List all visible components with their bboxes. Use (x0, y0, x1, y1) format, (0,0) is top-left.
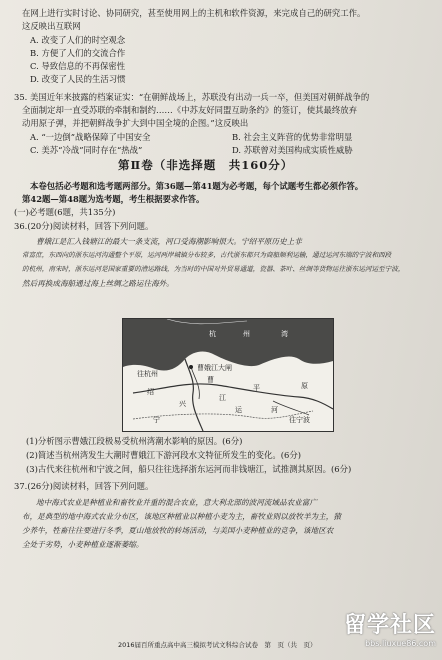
question-36: 36.(20分)阅读材料，回答下列问题。 (14, 221, 154, 231)
option-b: B. 社会主义阵营的优势非常明显 (232, 132, 353, 142)
map-label-cao: 曹 (207, 376, 214, 384)
map-label-river: 江 (219, 394, 226, 402)
text-line: 动用原子弹，并把朝鲜战争扩大到中国全境的企图。”这反映出 (22, 118, 249, 128)
material-text: 然后再换成海船通过海上丝绸之路运往海外。 (22, 279, 174, 288)
map-label-ping: 平 (253, 384, 260, 392)
material-text: 全处于劣势，小麦种植业逐渐萎缩。 (22, 540, 144, 549)
option-d: D. 苏联曾对美国构成实质性威胁 (232, 145, 353, 155)
page-footer: 2016届百所重点高中高三模拟考试文科综合试卷 第 页（共 页） (118, 641, 317, 649)
text-line: 这反映出互联网 (22, 21, 81, 31)
sub-question-1: (1)分析图示曹娥江段极易受杭州湾潮水影响的原因。(6分) (26, 436, 243, 446)
watermark-url: bbs.liuxue86.com (365, 639, 436, 648)
map-label-shao: 绍 (147, 388, 154, 396)
text-line: 全面制定却一直受苏联的牵制和制约……《中苏友好同盟互助条约》的签订，使其最终放弃 (22, 105, 357, 115)
material-text: 少养牛，牲畜往往要进行冬季，夏山地放牧的转场活动，与美国小麦种植业的竞争，该地区农 (22, 526, 334, 535)
material-text: 常富庶，东西向的浙东运河沟通整个平原，运河两岸城镇分布较多，古代浙东都只为商船顺利运输，通过运河东端的宁波和西段 (22, 251, 392, 259)
watermark (344, 608, 436, 648)
instruction: 第42题—第48题为选考题，考生根据要求作答。 (22, 194, 205, 204)
map-label-ning: 宁 (153, 416, 160, 424)
map-label-canal: 运 (235, 406, 242, 414)
sub-question-3: (3)古代来往杭州和宁波之间，船只往往选择浙东运河而非钱塘江，试推测其原因。(6分) (26, 464, 352, 474)
watermark-logo: 留学社区 (343, 613, 436, 638)
map-label-he: 河 (271, 406, 278, 414)
section-title: 第Ⅱ卷（非选择题 共160分） (118, 158, 294, 172)
map-figure (122, 318, 334, 432)
sub-question-2: (2)简述当杭州湾发生大潮时曹娥江下游河段水文特征所发生的变化。(6分) (26, 450, 301, 460)
question-35: 35. 美国近年来披露的档案证实：“在朝鲜战场上，苏联没有出动一兵一卒，但美国对朝鲜战争的 (14, 92, 370, 102)
option-d: D. 改变了人民的生活习惯 (30, 74, 126, 84)
part-heading: (一)必考题(6题，共135分) (14, 207, 116, 217)
material-text: 地中海式农业是种植业和畜牧业并重的混合农业，意大利北部的波河流域品农业富广 (36, 498, 317, 507)
option-c: C. 美苏“冷战”同时存在“热战” (30, 145, 143, 155)
option-a: A. 改变了人们的时空观念 (30, 35, 126, 45)
map-label-wan: 湾 (281, 330, 288, 338)
option-a: A. “一边倒”战略保障了中国安全 (30, 132, 151, 142)
material-text: 布，是典型的地中海式农业分布区，该地区种植业以种植小麦为主，畜牧业则以放牧羊为主，猿 (22, 512, 341, 521)
instruction: 本卷包括必考题和选考题两部分。第36题—第41题为必考题，每个试题考生都必须作答。 (30, 181, 364, 191)
text-line: 在网上进行实时讨论、协同研究，甚至使用网上的主机和软件资源，来完成自己的研究工作。 (22, 8, 366, 18)
map-label-yuan: 原 (301, 382, 308, 390)
option-b: B. 方便了人们的交流合作 (30, 48, 126, 58)
material-text: 的杭州，南宋时，浙东运河是国家重要的漕运路线，为当时的中国对外贸易通道，瓷器、茶叶、丝绸等货物运往浙东运河运至宁波， (22, 265, 405, 273)
map-label-to-hangzhou: 往杭州 (137, 370, 158, 378)
question-37: 37.(26分)阅读材料，回答下列问题。 (14, 481, 154, 491)
map-label-xing: 兴 (179, 400, 186, 408)
option-c: C. 导致信息的不再保密性 (30, 61, 126, 71)
map-label-dam: 曹娥江大闸 (197, 364, 232, 372)
map-label-zhou: 州 (243, 330, 250, 338)
map-label-to-ningbo: 往宁波 (289, 416, 310, 424)
material-text: 曹娥江是汇入钱塘江的最大一条支流，河口受海潮影响很大。宁绍平原历史上非 (36, 237, 302, 246)
map-label-hang: 杭 (209, 330, 216, 338)
